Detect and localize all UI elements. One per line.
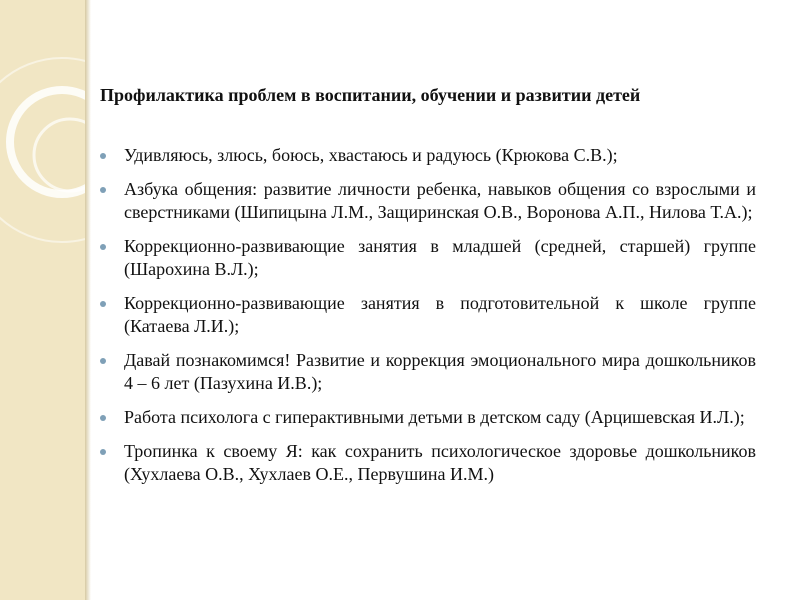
bullet-icon <box>100 244 106 250</box>
decorative-circles-icon <box>0 0 85 600</box>
bullet-list <box>100 144 756 497</box>
list-item-text: Работа психолога с гиперактивными детьми в детском саду (Арцишевская И.Л.); <box>124 407 745 427</box>
list-item-text: Давай познакомимся! Развитие и коррекция эмоционального мира дошкольников 4 – 6 лет (Пазухина И.В.); <box>124 350 756 393</box>
bullet-icon <box>100 153 106 159</box>
slide-content <box>100 0 760 600</box>
sidebar-shadow <box>85 0 91 600</box>
bullet-icon <box>100 415 106 421</box>
list-item-text: Азбука общения: развитие личности ребенка, навыков общения со взрослыми и сверстниками (Шипицына Л.М., Защиринская О.В., Воронова А.П., Нилова Т.А.); <box>124 179 756 222</box>
list-item <box>100 406 756 429</box>
bullet-icon <box>100 449 106 455</box>
list-item-text: Удивляюсь, злюсь, боюсь, хвастаюсь и радуюсь (Крюкова С.В.); <box>124 145 618 165</box>
list-item <box>100 144 756 167</box>
list-item <box>100 178 756 224</box>
list-item <box>100 440 756 486</box>
list-item-text: Тропинка к своему Я: как сохранить психологическое здоровье дошкольников (Хухлаева О.В., Хухлаев О.Е., Первушина И.М.) <box>124 441 756 484</box>
list-item <box>100 349 756 395</box>
list-item <box>100 292 756 338</box>
bullet-icon <box>100 301 106 307</box>
list-item-text: Коррекционно-развивающие занятия в подготовительной к школе группе (Катаева Л.И.); <box>124 293 756 336</box>
list-item <box>100 235 756 281</box>
list-item-text: Коррекционно-развивающие занятия в младшей (средней, старшей) группе (Шарохина В.Л.); <box>124 236 756 279</box>
slide-title: Профилактика проблем в воспитании, обучении и развитии детей <box>100 85 641 105</box>
bullet-icon <box>100 358 106 364</box>
bullet-icon <box>100 187 106 193</box>
decorative-sidebar <box>0 0 85 600</box>
